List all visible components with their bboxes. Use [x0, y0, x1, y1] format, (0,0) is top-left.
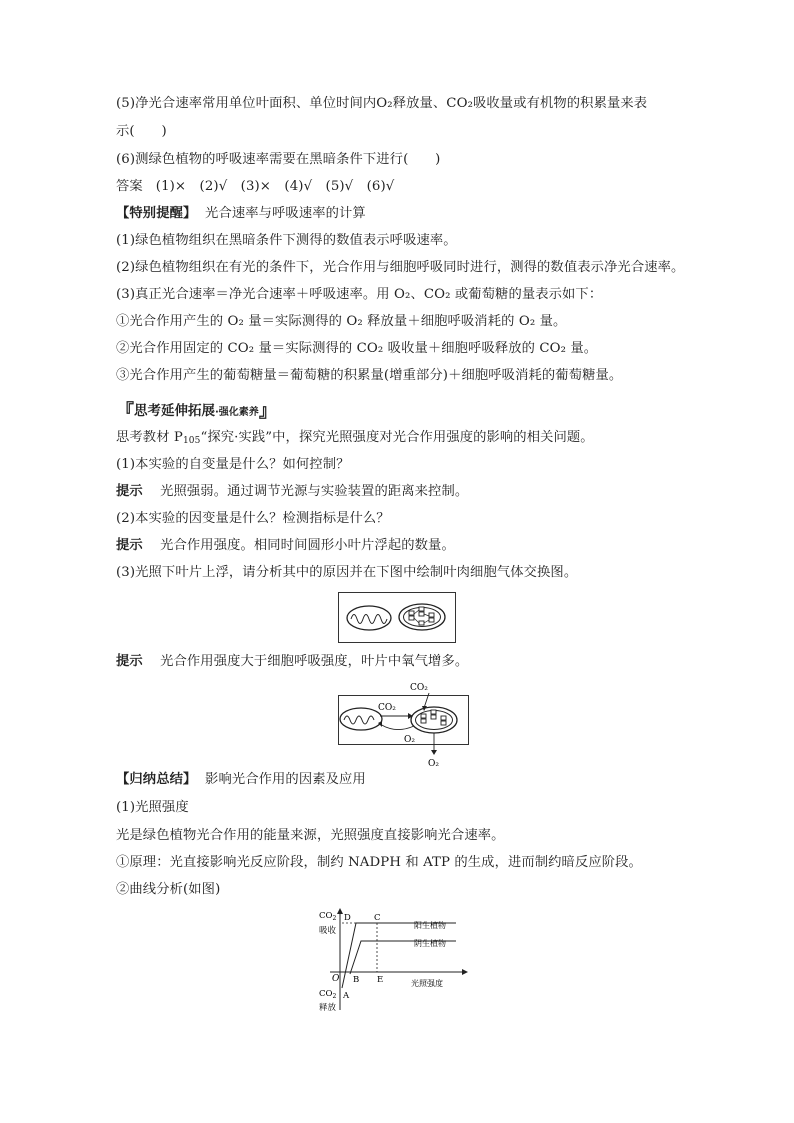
special-title: 光合速率与呼吸速率的计算	[205, 206, 366, 221]
special-item-1: (1)绿色植物组织在黑暗条件下测得的数值表示呼吸速率。	[116, 233, 457, 248]
tip-label: 提示	[116, 484, 143, 499]
point-d-label: D	[344, 913, 351, 923]
section-subtitle: ·强化素养	[215, 407, 259, 418]
section-heading: 『思考延伸拓展·强化素养』	[116, 401, 277, 422]
special-item-3: (3)真正光合速率＝净光合速率＋呼吸速率。用 O₂、CO₂ 或葡萄糖的量表示如下：	[116, 287, 603, 302]
light-curve-chart	[316, 906, 476, 1016]
special-item-4: ①光合作用产生的 O₂ 量＝实际测得的 O₂ 释放量＋细胞呼吸消耗的 O₂ 量。	[116, 314, 567, 329]
answer-line	[116, 177, 394, 197]
section-title: 思考延伸拓展	[134, 403, 215, 419]
origin-label: O	[332, 974, 340, 984]
tip-3: 提示 光合作用强度大于细胞呼吸强度，叶片中氧气增多。	[116, 654, 469, 669]
thinking-question-1: (1)本实验的自变量是什么？如何控制？	[116, 457, 350, 472]
organelle-diagram	[339, 593, 455, 642]
special-heading	[116, 204, 366, 224]
answer-text: (1)× (2)√ (3)× (4)√ (5)√ (6)√	[155, 179, 395, 194]
tip-label: 提示	[116, 538, 143, 553]
special-item-5: ②光合作用固定的 CO₂ 量＝实际测得的 CO₂ 吸收量＋细胞呼吸释放的 CO₂ 量。	[116, 341, 598, 356]
summary-title: 影响光合作用的因素及应用	[205, 772, 366, 787]
special-item-2: (2)绿色植物组织在有光的条件下，光合作用与细胞呼吸同时进行，测得的数值表示净光合速率。	[116, 260, 685, 275]
point-a-label: A	[343, 991, 350, 1001]
summary-paragraph-1: 光是绿色植物光合作用的能量来源，光照强度直接影响光合速率。	[116, 828, 505, 843]
question-6: (6)测绿色植物的呼吸速率需要在黑暗条件下进行( )	[116, 152, 441, 167]
o2-bottom-label: O₂	[428, 759, 439, 768]
y-label-top-line1: $CO_2$	[319, 911, 337, 922]
summary-paragraph-2: ①原理：光直接影响光反应阶段，制约 NADPH 和 ATP 的生成，进而制约暗反应阶段。	[116, 855, 642, 870]
thinking-question-2: (2)本实验的因变量是什么？检测指标是什么？	[116, 511, 390, 526]
question-5-line1: (5)净光合速率常用单位叶面积、单位时间内O₂释放量、CO₂吸收量或有机物的积累量来表	[116, 96, 648, 111]
co2-mid-label: CO₂	[378, 703, 396, 713]
point-c-label: C	[374, 913, 381, 923]
summary-paragraph-3: ②曲线分析(如图)	[116, 882, 221, 897]
co2-top-label: CO₂	[410, 683, 428, 693]
cell-figure-blank	[338, 592, 456, 643]
y-label-bottom-line1: $CO_2$	[319, 989, 337, 1000]
thylakoid-icon	[409, 607, 434, 625]
y-label-bottom-line2: 释放	[319, 1003, 337, 1013]
mitochondrion-icon	[340, 708, 382, 730]
summary-heading-1: (1)光照强度	[116, 800, 189, 815]
special-item-6: ③光合作用产生的葡萄糖量＝葡萄糖的积累量(增重部分)＋细胞呼吸消耗的葡萄糖量。	[116, 368, 623, 383]
summary-tag: 【归纳总结】	[116, 772, 197, 787]
thinking-question-3: (3)光照下叶片上浮，请分析其中的原因并在下图中绘制叶肉细胞气体交换图。	[116, 565, 578, 580]
section-intro: 思考教材 $P_{105}“$探究·实践”中，探究光照强度对光合作用强度的影响的相关问题。	[116, 430, 594, 446]
special-tag: 【特别提醒】	[116, 206, 197, 221]
summary-heading	[116, 770, 366, 790]
o2-mid-label: O₂	[404, 735, 415, 745]
tip-label: 提示	[116, 654, 143, 669]
answer-label: 答案	[116, 179, 143, 194]
legend-shade-plant: 阴生植物	[414, 939, 446, 948]
y-label-top-line2: 吸收	[319, 926, 337, 936]
mitochondrion-cristae-icon	[351, 615, 387, 624]
gas-exchange-diagram	[316, 676, 496, 768]
tip-2: 提示 光合作用强度。相同时间圆形小叶片浮起的数量。	[116, 538, 455, 553]
point-b-label: B	[353, 975, 360, 985]
x-axis-label: 光照强度	[411, 979, 443, 988]
point-e-label: E	[377, 975, 384, 985]
legend-sun-plant: 阳生植物	[414, 921, 446, 930]
question-5-line2: 示( )	[116, 124, 167, 139]
tip-1: 提示 光照强弱。通过调节光源与实验装置的距离来控制。	[116, 484, 469, 499]
